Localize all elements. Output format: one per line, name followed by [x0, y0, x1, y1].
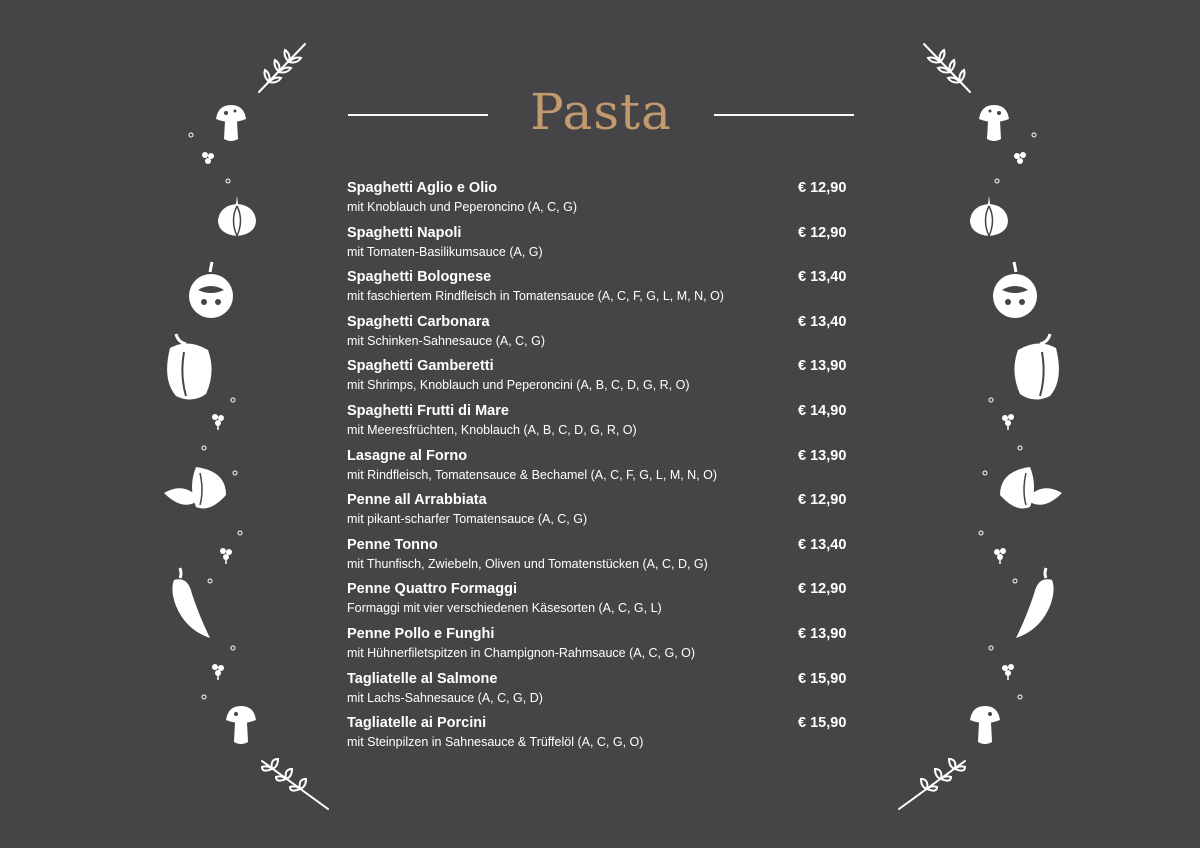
sprig-small-icon	[992, 546, 1008, 564]
herb-sprig-icon	[895, 755, 969, 813]
sprig-small-icon	[1012, 150, 1028, 166]
menu-item	[347, 446, 853, 491]
dish-name: Penne Quattro Formaggi	[347, 581, 517, 598]
sprig-small-icon	[200, 150, 216, 166]
sprig-small-icon	[1000, 662, 1016, 680]
tomato-icon	[186, 260, 236, 322]
dot-decoration	[230, 397, 236, 403]
sprig-small-icon	[210, 662, 226, 680]
dish-description: mit Rindfleisch, Tomatensauce & Bechamel (A, C, F, G, L, M, N, O)	[347, 467, 718, 482]
bell-pepper-icon	[162, 332, 216, 404]
menu-item	[347, 535, 853, 580]
dot-decoration	[207, 578, 213, 584]
menu-item	[347, 312, 853, 357]
dish-name: Penne Pollo e Funghi	[347, 625, 495, 642]
chili-pepper-icon	[168, 566, 212, 642]
dish-description: mit Hühnerfiletspitzen in Champignon-Rahmsauce (A, C, G, O)	[347, 645, 696, 660]
mushroom-icon	[214, 103, 248, 143]
dot-decoration	[978, 530, 984, 536]
dish-price: € 13,40	[798, 313, 847, 330]
dot-decoration	[188, 132, 194, 138]
menu-item	[347, 178, 853, 223]
dish-description: mit faschiertem Rindfleisch in Tomatensauce (A, C, F, G, L, M, N, O)	[347, 289, 724, 304]
sprig-small-icon	[1000, 412, 1016, 430]
herb-sprig-icon	[255, 40, 311, 96]
dot-decoration	[982, 470, 988, 476]
dot-decoration	[1031, 132, 1037, 138]
dot-decoration	[232, 470, 238, 476]
sprig-small-icon	[210, 412, 226, 430]
dish-description: mit Thunfisch, Zwiebeln, Oliven und Tomatenstücken (A, C, D, G)	[347, 556, 708, 571]
menu-list	[347, 178, 853, 758]
title-divider-left	[348, 114, 488, 116]
basil-leaves-icon	[160, 463, 230, 519]
menu-item	[347, 223, 853, 268]
dish-price: € 13,90	[798, 447, 847, 464]
dish-name: Penne Tonno	[347, 536, 438, 553]
menu-item	[347, 624, 853, 669]
dish-description: mit Shrimps, Knoblauch und Peperoncini (A, B, C, D, G, R, O)	[347, 378, 690, 393]
mushroom-icon	[224, 704, 258, 746]
dot-decoration	[201, 694, 207, 700]
menu-item	[347, 579, 853, 624]
dish-price: € 12,90	[798, 180, 847, 196]
dish-name: Spaghetti Carbonara	[347, 313, 490, 330]
dish-name: Spaghetti Frutti di Mare	[347, 402, 509, 419]
dish-description: mit Lachs-Sahnesauce (A, C, G, D)	[347, 690, 543, 705]
sprig-small-icon	[218, 546, 234, 564]
dot-decoration	[1017, 445, 1023, 451]
dot-decoration	[230, 645, 236, 651]
dish-price: € 13,40	[798, 536, 847, 553]
dish-price: € 13,40	[798, 269, 847, 286]
dish-description: Formaggi mit vier verschiedenen Käsesorten (A, C, G, L)	[347, 601, 662, 616]
dot-decoration	[994, 178, 1000, 184]
dish-price: € 15,90	[798, 715, 847, 732]
tomato-icon	[990, 260, 1040, 322]
dish-description: mit Schinken-Sahnesauce (A, C, G)	[347, 333, 545, 348]
dish-name: Spaghetti Bolognese	[347, 269, 492, 286]
herb-sprig-icon	[258, 755, 332, 813]
dish-price: € 13,90	[798, 625, 847, 642]
dot-decoration	[225, 178, 231, 184]
dish-description: mit Steinpilzen in Sahnesauce & Trüffelöl (A, C, G, O)	[347, 735, 644, 750]
menu-item	[347, 267, 853, 312]
dish-name: Spaghetti Gamberetti	[347, 358, 494, 375]
dish-name: Tagliatelle al Salmone	[347, 670, 498, 687]
menu-item	[347, 713, 853, 758]
bell-pepper-icon	[1010, 332, 1064, 404]
dot-decoration	[988, 397, 994, 403]
dish-price: € 12,90	[798, 581, 847, 598]
mushroom-icon	[968, 704, 1002, 746]
dish-price: € 12,90	[798, 224, 847, 241]
dish-description: mit Meeresfrüchten, Knoblauch (A, B, C, D, G, R, O)	[347, 422, 637, 437]
dish-description: mit pikant-scharfer Tomatensauce (A, C, G)	[347, 512, 588, 527]
basil-leaves-icon	[996, 463, 1066, 519]
dish-name: Tagliatelle ai Porcini	[347, 715, 487, 732]
dot-decoration	[237, 530, 243, 536]
dish-price: € 12,90	[798, 492, 847, 509]
dish-description: mit Tomaten-Basilikumsauce (A, G)	[347, 244, 543, 259]
dish-name: Lasagne al Forno	[347, 447, 468, 464]
dot-decoration	[988, 645, 994, 651]
dot-decoration	[1012, 578, 1018, 584]
dish-name: Spaghetti Aglio e Olio	[347, 180, 498, 196]
menu-item	[347, 669, 853, 714]
menu-title: Pasta	[530, 83, 672, 141]
dish-price: € 15,90	[798, 670, 847, 687]
mushroom-icon	[977, 103, 1011, 143]
garlic-icon	[966, 192, 1012, 238]
title-divider-right	[714, 114, 854, 116]
dish-price: € 13,90	[798, 358, 847, 375]
menu-item	[347, 401, 853, 446]
dot-decoration	[201, 445, 207, 451]
dot-decoration	[1017, 694, 1023, 700]
dish-name: Spaghetti Napoli	[347, 224, 462, 241]
title-row	[348, 82, 854, 142]
garlic-icon	[214, 192, 260, 238]
chili-pepper-icon	[1014, 566, 1058, 642]
menu-item	[347, 490, 853, 535]
herb-sprig-icon	[918, 40, 974, 96]
dish-name: Penne all Arrabbiata	[347, 492, 487, 509]
dish-description: mit Knoblauch und Peperoncino (A, C, G)	[347, 200, 577, 214]
menu-item	[347, 356, 853, 401]
dish-price: € 14,90	[798, 402, 847, 419]
